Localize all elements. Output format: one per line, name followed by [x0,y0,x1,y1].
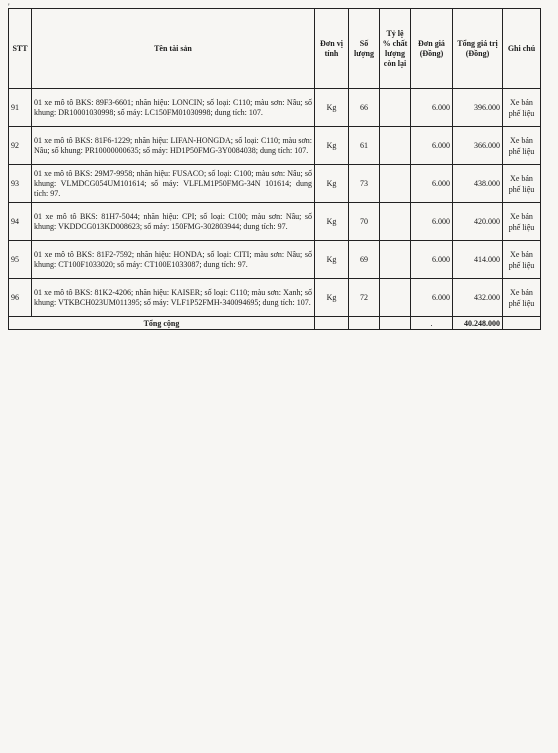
row-unit: Kg [315,203,349,241]
table-row [9,241,541,279]
header-unit-price: Đơn giá (Đồng) [411,9,453,89]
corner-mark: ' [8,2,10,12]
row-unit: Kg [315,127,349,165]
row-description: 01 xe mô tô BKS: 89F3-6601; nhãn hiệu: LONCIN; số loại: C110; màu sơn: Nâu; số khung: DR10001030998; số máy: LC150FM01030998; dung tích: 107. [32,89,315,127]
row-unit-price: 6.000 [411,89,453,127]
row-quantity: 70 [349,203,380,241]
row-note: Xe bán phế liệu [503,241,541,279]
row-note: Xe bán phế liệu [503,89,541,127]
total-unit-empty [315,317,349,330]
asset-table [8,8,541,330]
row-stt: 95 [9,241,32,279]
row-quality-percent [380,279,411,317]
row-stt: 96 [9,279,32,317]
row-quantity: 73 [349,165,380,203]
header-note: Ghi chú [503,9,541,89]
row-quantity: 69 [349,241,380,279]
row-unit-price: 6.000 [411,165,453,203]
row-description: 01 xe mô tô BKS: 29M7-9958; nhãn hiệu: FUSACO; số loại: C100; màu sơn: Nâu; số khung: VLMDCG054UM101614; số máy: VLFLM1P50FMG-34N 101614; dung tích: 97. [32,165,315,203]
header-total-value: Tổng giá trị (Đồng) [453,9,503,89]
header-asset-name: Tên tài sản [32,9,315,89]
row-stt: 91 [9,89,32,127]
row-description: 01 xe mô tô BKS: 81K2-4206; nhãn hiệu: KAISER; số loại: C110; màu sơn: Xanh; số khung: VTKBCH023UM011395; số máy: VLF1P52FMH-340094695; dung tích: 107. [32,279,315,317]
row-quality-percent [380,203,411,241]
header-stt: STT [9,9,32,89]
row-unit-price: 6.000 [411,241,453,279]
row-unit: Kg [315,241,349,279]
row-note: Xe bán phế liệu [503,127,541,165]
table-row [9,279,541,317]
row-description: 01 xe mô tô BKS: 81F6-1229; nhãn hiệu: LIFAN-HONGDA; số loại: C110; màu sơn: Nâu; số khung: PR10000000635; số máy: HD1P50FMG-3Y0084038; dung tích: 107. [32,127,315,165]
row-stt: 92 [9,127,32,165]
row-total-value: 366.000 [453,127,503,165]
row-description: 01 xe mô tô BKS: 81H7-5044; nhãn hiệu: CPI; số loại: C100; màu sơn: Nâu; số khung: VKDDCG013KD008623; số máy: 150FMG-302803944; dung tích: 97. [32,203,315,241]
row-quality-percent [380,241,411,279]
row-quantity: 72 [349,279,380,317]
row-unit: Kg [315,89,349,127]
table-row [9,203,541,241]
total-qty-empty [349,317,380,330]
total-price-mark: . [411,317,453,330]
total-row [9,317,541,330]
row-unit: Kg [315,279,349,317]
row-total-value: 420.000 [453,203,503,241]
row-quantity: 66 [349,89,380,127]
row-total-value: 396.000 [453,89,503,127]
table-row [9,89,541,127]
row-stt: 93 [9,165,32,203]
total-label: Tổng cộng [9,317,315,330]
row-description: 01 xe mô tô BKS: 81F2-7592; nhãn hiệu: HONDA; số loại: CITI; màu sơn: Nâu; số khung: CT100F1033020; số máy: CT100E1033087; dung tích: 97. [32,241,315,279]
table-row [9,165,541,203]
row-quality-percent [380,165,411,203]
row-quality-percent [380,89,411,127]
row-note: Xe bán phế liệu [503,165,541,203]
total-value: 40.248.000 [453,317,503,330]
row-unit-price: 6.000 [411,127,453,165]
row-note: Xe bán phế liệu [503,203,541,241]
row-quantity: 61 [349,127,380,165]
header-row [9,9,541,89]
header-quality-percent: Tỷ lệ % chất lượng còn lại [380,9,411,89]
row-unit-price: 6.000 [411,203,453,241]
row-stt: 94 [9,203,32,241]
header-unit: Đơn vị tính [315,9,349,89]
row-quality-percent [380,127,411,165]
row-note: Xe bán phế liệu [503,279,541,317]
row-total-value: 414.000 [453,241,503,279]
table-row [9,127,541,165]
total-pct-empty [380,317,411,330]
row-total-value: 438.000 [453,165,503,203]
row-unit-price: 6.000 [411,279,453,317]
row-total-value: 432.000 [453,279,503,317]
row-unit: Kg [315,165,349,203]
total-note-empty [503,317,541,330]
header-quantity: Số lượng [349,9,380,89]
